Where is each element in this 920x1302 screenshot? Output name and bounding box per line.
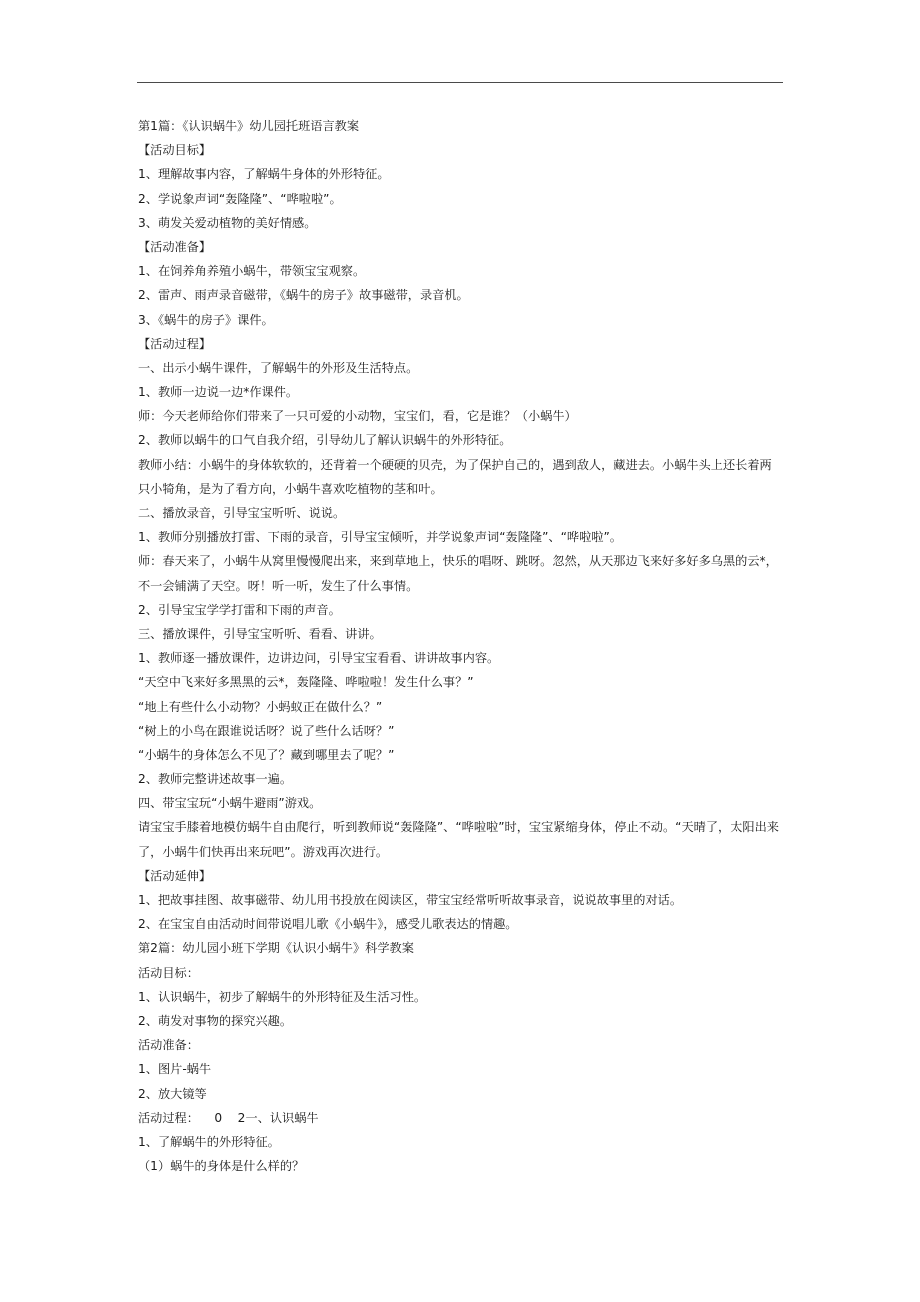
extension-item-1: 1、把故事挂图、故事磁带、幼儿用书投放在阅读区，带宝宝经常听听故事录音，说说故事里的对话。 [138,893,683,907]
process-text: 师：今天老师给你们带来了一只可爱的小动物，宝宝们，看，它是谁？（小蜗牛） [138,409,577,424]
extension-item-2: 2、在宝宝自由活动时间带说唱儿歌《小蜗牛》，感受儿歌表达的情趣。 [138,917,518,932]
process-step-3: 三、播放课件，引导宝宝听听、看看、讲讲。 [138,626,382,641]
heading-activity-process: 【活动过程】 [138,336,212,351]
prep-item-2: 2、雷声、雨声录音磁带，《蜗牛的房子》故事磁带，录音机。 [138,288,469,303]
prep-item-1: 1、在饲养角养殖小蜗牛，带领宝宝观察。 [138,264,366,279]
process-text: 只小犄角，是为了看方向，小蜗牛喜欢吃植物的茎和叶。 [138,481,443,496]
heading-process-2: 活动过程： 0 2一、认识蜗牛 [138,1110,319,1125]
process-text: 1、教师一边说一边*作课件。 [138,385,299,400]
prep-item-3: 3、《蜗牛的房子》课件。 [138,312,274,327]
goal-item-3: 3、萌发关爱动植物的美好情感。 [138,215,317,230]
process-text: 师：春天来了，小蜗牛从窝里慢慢爬出来，来到草地上，快乐的唱呀、跳呀。忽然，从天那边飞来好多好多乌黑的云*， [138,554,778,569]
document-body [138,114,788,1178]
heading-activity-goals: 【活动目标】 [138,143,212,158]
heading-goals-2: 活动目标： [138,965,199,980]
process-text: 1、教师逐一播放课件，边讲边问，引导宝宝看看、讲讲故事内容。 [138,651,500,666]
process-text: 1、教师分别播放打雷、下雨的录音，引导宝宝倾听，并学说象声词“轰隆隆”、“哗啦啦”。 [138,530,622,545]
header-rule [137,82,783,83]
prep2-item-2: 2、放大镜等 [138,1086,207,1101]
goal2-item-1: 1、认识蜗牛，初步了解蜗牛的外形特征及生活习性。 [138,989,427,1004]
process-step-2: 二、播放录音，引导宝宝听听、说说。 [138,506,346,520]
process-text: 教师小结：小蜗牛的身体软软的，还背着一个硬硬的贝壳，为了保护自己的，遇到敌人，藏进去。小蜗牛头上还长着两 [138,457,772,472]
heading-preparation-2: 活动准备： [138,1038,199,1053]
section-title-1: 第1篇：《认识蜗牛》幼儿园托班语言教案 [138,119,360,133]
process-step-1: 一、出示小蜗牛课件，了解蜗牛的外形及生活特点。 [138,360,419,375]
quote-line: “树上的小鸟在跟谁说话呀？说了些什么话呀？” [138,723,395,738]
prep2-item-1: 1、图片-蜗牛 [138,1062,212,1077]
process2-text: （1）蜗牛的身体是什么样的？ [138,1159,305,1174]
process2-text: 1、了解蜗牛的外形特征。 [138,1134,280,1149]
goal-item-1: 1、理解故事内容，了解蜗牛身体的外形特征。 [138,167,390,182]
goal-item-2: 2、学说象声词“轰隆隆”、“哗啦啦”。 [138,191,342,206]
quote-line: “地上有些什么小动物？小蚂蚁正在做什么？” [138,699,383,714]
goal2-item-2: 2、萌发对事物的探究兴趣。 [138,1013,293,1028]
section-title-2: 第2篇：幼儿园小班下学期《认识小蜗牛》科学教案 [138,941,414,956]
process-step-4: 四、带宝宝玩“小蜗牛避雨”游戏。 [138,796,322,811]
heading-activity-preparation: 【活动准备】 [138,239,212,254]
process-text: 2、教师完整讲述故事一遍。 [138,772,293,787]
process-text: 不一会铺满了天空。呀！听一听，发生了什么事情。 [138,578,419,593]
process-text: 2、引导宝宝学学打雷和下雨的声音。 [138,602,341,617]
quote-line: “天空中飞来好多黑黑的云*，轰隆隆、哗啦啦！发生什么事？” [138,675,474,690]
quote-line: “小蜗牛的身体怎么不见了？藏到哪里去了呢？” [138,747,395,762]
process-text: 了，小蜗牛们快再出来玩吧”。游戏再次进行。 [138,844,389,859]
process-text: 2、教师以蜗牛的口气自我介绍，引导幼儿了解认识蜗牛的外形特征。 [138,433,512,448]
process-text: 请宝宝手膝着地模仿蜗牛自由爬行，听到教师说“轰隆隆”、“哗啦啦”时，宝宝紧缩身体，停止不动。“天晴了，太阳出来 [138,820,779,835]
heading-activity-extension: 【活动延伸】 [138,868,212,883]
